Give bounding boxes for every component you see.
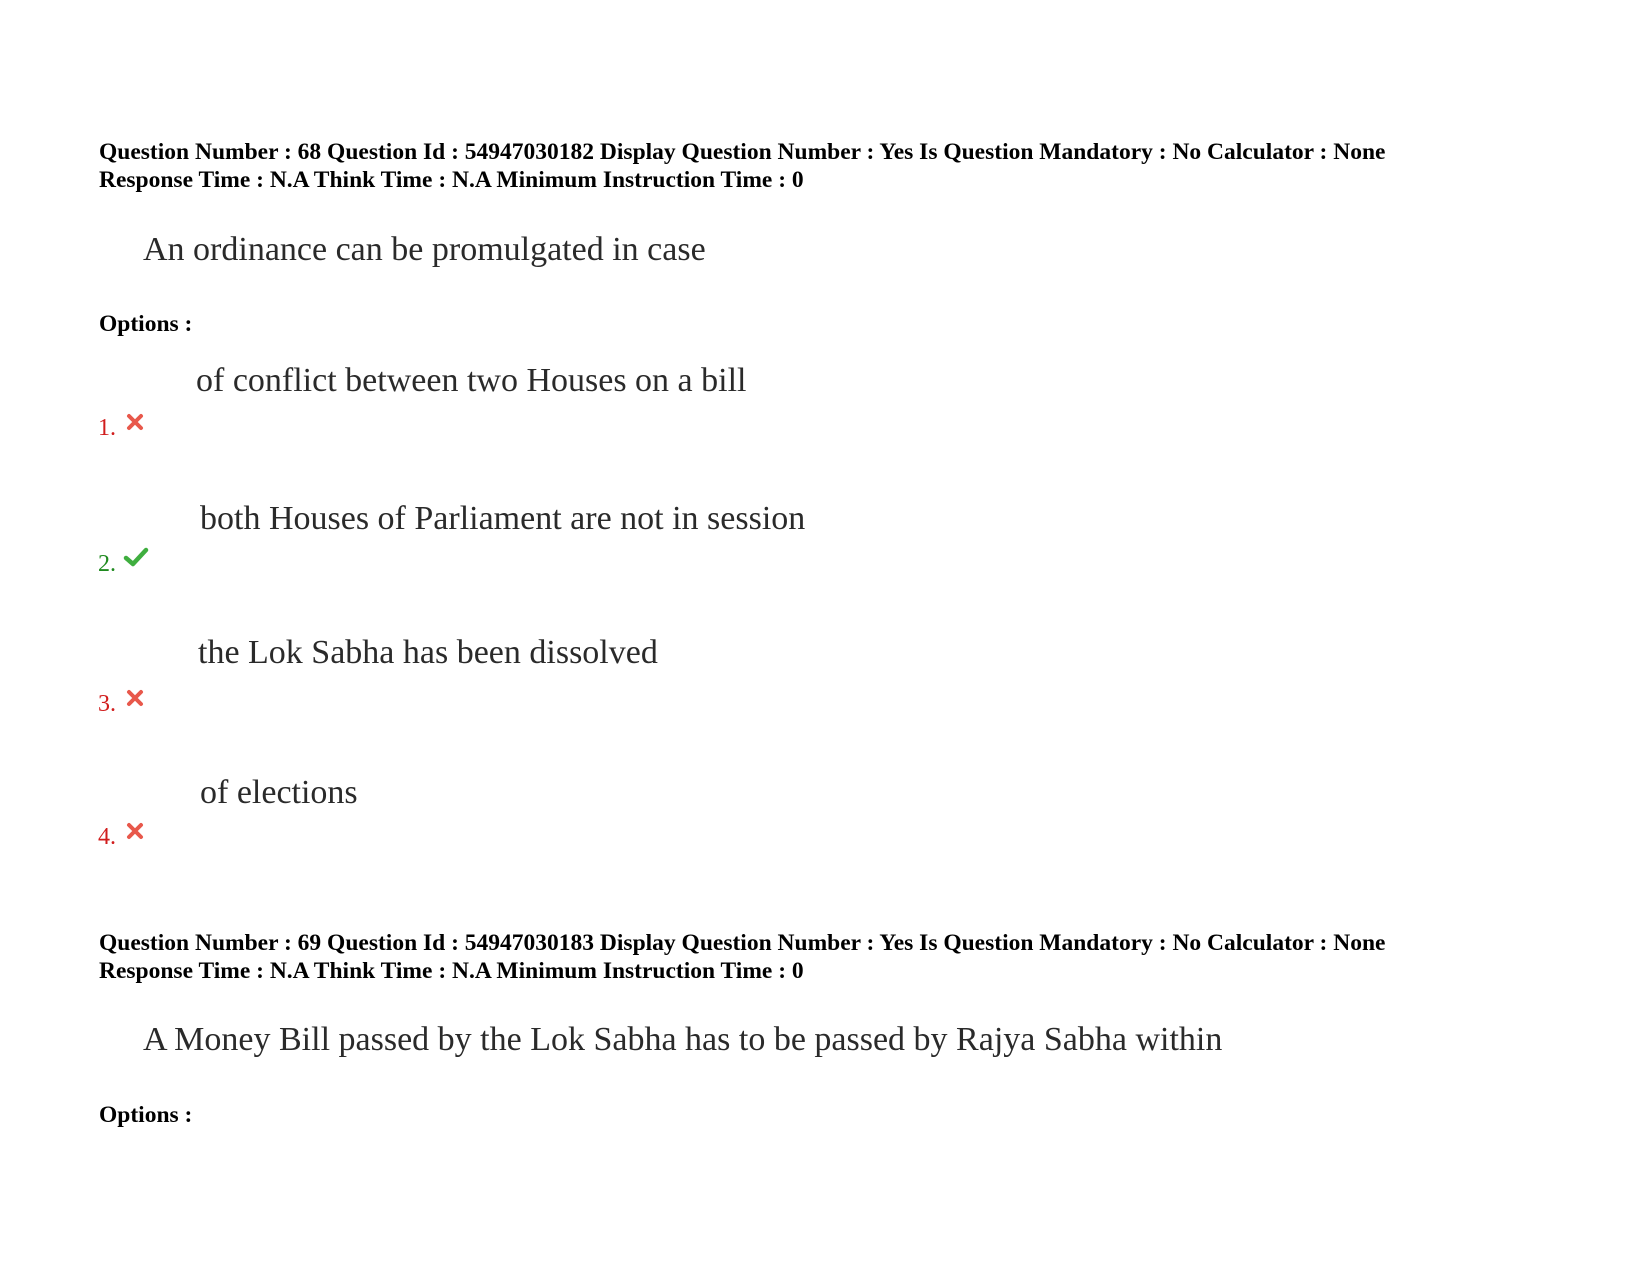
question-68-options-label: Options : bbox=[99, 311, 193, 337]
option-4-text: of elections bbox=[200, 774, 358, 811]
option-2-text: both Houses of Parliament are not in session bbox=[200, 500, 806, 537]
question-69-options-label: Options : bbox=[99, 1102, 193, 1128]
question-68-text: An ordinance can be promulgated in case bbox=[143, 231, 706, 268]
question-69-text: A Money Bill passed by the Lok Sabha has to be passed by Rajya Sabha within bbox=[143, 1021, 1223, 1058]
check-icon bbox=[123, 547, 149, 567]
question-69-meta-line-1: Question Number : 69 Question Id : 54947030183 Display Question Number : Yes Is Question Mandatory : No Calculator : None bbox=[99, 930, 1386, 956]
option-1-text: of conflict between two Houses on a bill bbox=[196, 362, 747, 399]
cross-icon bbox=[125, 821, 145, 841]
option-2-number: 2. bbox=[98, 551, 116, 577]
question-68-meta-line-2: Response Time : N.A Think Time : N.A Minimum Instruction Time : 0 bbox=[99, 167, 804, 193]
question-69-meta-line-2: Response Time : N.A Think Time : N.A Minimum Instruction Time : 0 bbox=[99, 958, 804, 984]
cross-icon bbox=[125, 412, 145, 432]
option-1-number: 1. bbox=[98, 415, 116, 441]
cross-icon bbox=[125, 688, 145, 708]
option-3-number: 3. bbox=[98, 691, 116, 717]
option-3-text: the Lok Sabha has been dissolved bbox=[198, 634, 658, 671]
question-68-meta-line-1: Question Number : 68 Question Id : 54947030182 Display Question Number : Yes Is Question Mandatory : No Calculator : None bbox=[99, 139, 1386, 165]
option-4-number: 4. bbox=[98, 824, 116, 850]
